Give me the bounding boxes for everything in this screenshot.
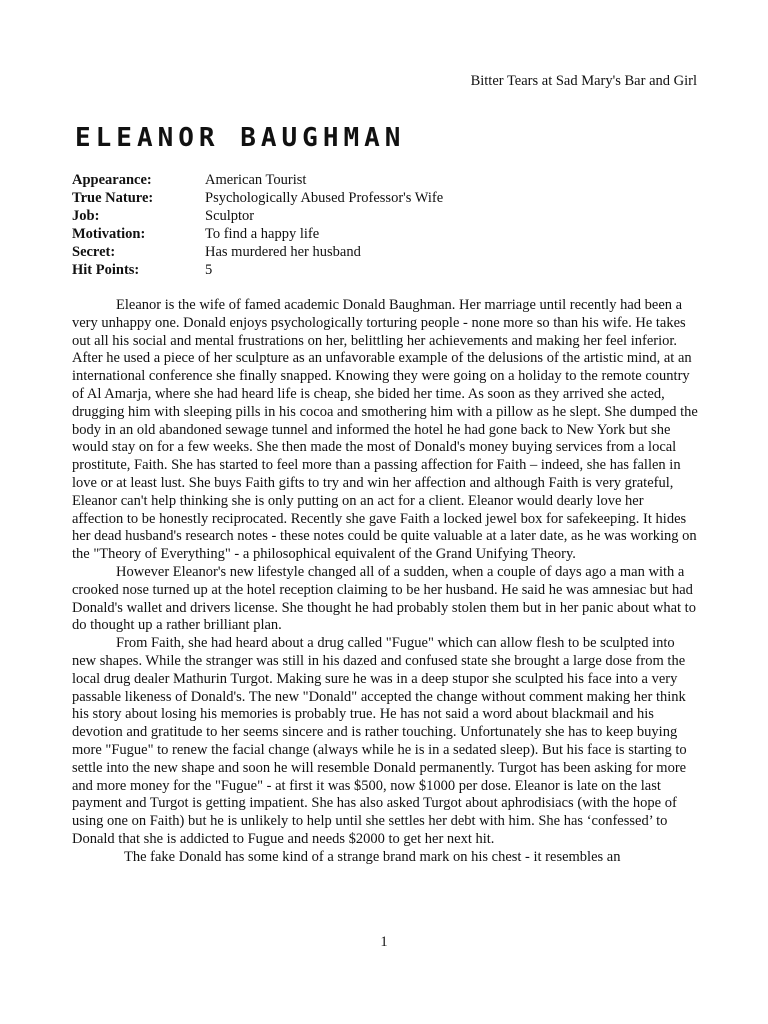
stat-value: To find a happy life [205,226,320,242]
body-paragraph: From Faith, she had heard about a drug called "Fugue" which can allow flesh to be sculpted into new shapes. While the stranger was still in his dazed and confused state she brought a large dose from the local drug dealer Mathurin Turgot. Making sure he was in a deep stupor she sculpted his face into a very passable likeness of Donald's. The new "Donald" accepted the change without comment making her think his story about losing his memories is probably true. He has not said a word about blackmail and his devotion and gratitude to her seems sincere and is rather touching. Unfortunately she has to keep buying more "Fugue" to renew the facial change (always while he is in a sedated sleep). But his face is starting to settle into the new shape and soon he will resemble Donald permanently. Turgot has been asking for more and more money for the "Fugue" - at first it was $500, now $1000 per dose. Eleanor is late on the last payment and Turgot is getting impatient. She has also asked Turgot about aphrodisiacs (with the hope of using one on Faith) but he is unlikely to help until she settles her debt with him. She has ‘confessed’ to Donald that she is addicted to Fugue and needs $2000 to get her next hit. [72,635,687,847]
stat-value: 5 [205,262,213,278]
page-number: 1 [380,934,388,950]
stat-label: Secret: [72,244,116,260]
stat-value: Has murdered her husband [205,244,361,260]
running-header-title: Bitter Tears at Sad Mary's Bar and Girl [470,73,697,89]
stat-value: Sculptor [205,208,255,224]
stat-row-job [72,207,443,225]
body-paragraph: Eleanor is the wife of famed academic Donald Baughman. Her marriage until recently had been a very unhappy one. Donald enjoys psychologically torturing people - none more so than his wife. He takes out all his social and mental frustrations on her, belittling her achievements and making her feel inferior. After he used a piece of her sculpture as an unfavorable example of the delusions of the artistic mind, at an international conference she finally snapped. Knowing they were going on a holiday to the remote country of Al Amarja, where she had heard life is cheap, she bided her time. As soon as they arrived she acted, drugging him with sleeping pills in his cocoa and smothering him with a pillow as he slept. She dumped the body in an old abandoned sewage tunnel and informed the hotel he had gone back to New York but she would stay on for a few weeks. She then made the most of Donald's money buying services from a local prostitute, Faith. She has started to feel more than a passing affection for Faith – indeed, she has fallen in love or at least lust. She buys Faith gifts to try and win her affection and although Faith is very grateful, Eleanor can't help thinking she is only putting on an act for a client. Eleanor would dearly love her affection to be honestly reciprocated. Recently she gave Faith a locked jewel box for safekeeping. It hides her dead husband's research notes - these notes could be quite valuable at a later date, as he was working on the "Theory of Everything" - a philosophical equivalent of the Grand Unifying Theory. [72,297,698,563]
stat-label: Hit Points: [72,262,140,278]
character-stats-block [72,171,443,279]
stat-value: Psychologically Abused Professor's Wife [205,190,444,206]
body-paragraph: However Eleanor's new lifestyle changed all of a sudden, when a couple of days ago a man with a crooked nose turned up at the hotel reception claiming to be her husband. He said he was amnesiac but had Donald's wallet and drivers license. She thought he had probably stolen them but in her panic about what to do thought up a rather brilliant plan. [72,563,696,634]
stat-label: Job: [72,208,100,224]
stat-row-true-nature [72,189,443,207]
stat-row-appearance [72,171,443,189]
character-description-body [72,297,698,867]
stat-label: Appearance: [72,172,152,188]
body-paragraph: The fake Donald has some kind of a strange brand mark on his chest - it resembles an [124,848,621,865]
character-name-heading: ELEANOR BAUGHMAN [75,123,406,153]
stat-label: True Nature: [72,190,154,206]
stat-row-motivation [72,225,443,243]
stat-label: Motivation: [72,226,146,242]
stat-row-secret [72,243,443,261]
stat-value: American Tourist [205,172,307,188]
stat-row-hit-points [72,261,443,279]
